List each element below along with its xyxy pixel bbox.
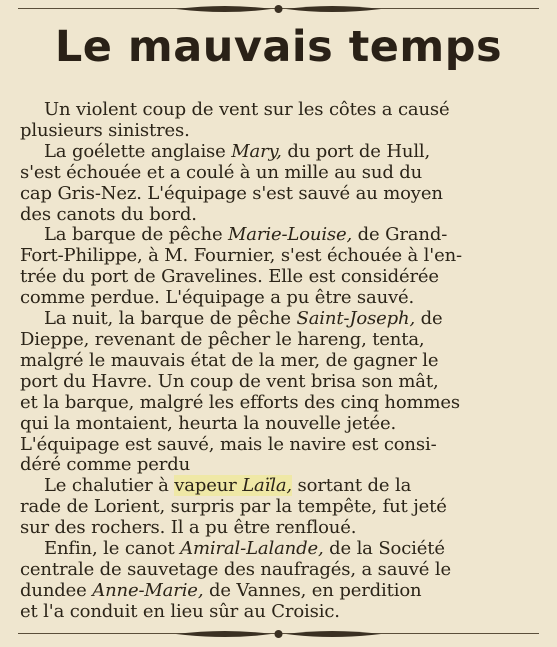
text-line: Le chalutier à vapeur Laïla, sortant de la [44,475,412,497]
text-line: plusieurs sinistres. [20,119,190,141]
text-line: et l'a conduit en lieu sûr au Croisic. [20,600,340,622]
text-line: malgré le mauvais état de la mer, de gagner le [20,349,439,371]
text-line: et la barque, malgré les efforts des cinq hommes [20,391,460,413]
top-ornament [176,1,381,17]
text-line: La barque de pêche Marie-Louise, de Grand- [44,224,448,246]
ship-name-mary: Mary, [231,140,282,162]
text-line: Enfin, le canot Amiral-Lalande, de la Société [44,538,445,560]
text-line: centrale de sauvetage des naufragés, a sauvé le [20,558,451,580]
article-body [20,99,540,623]
bottom-ornament [176,626,381,642]
ship-name-amiral-lalande: Amiral-Lalande, [180,538,324,560]
text-line: La nuit, la barque de pêche Saint-Joseph, de [44,308,443,330]
text-line: port du Havre. Un coup de vent brisa son mât, [20,370,439,392]
text-line: Fort-Philippe, à M. Fournier, s'est échouée à l'en- [20,245,462,267]
text-line: trée du port de Gravelines. Elle est considérée [20,266,439,288]
ship-name-anne-marie: Anne-Marie, [92,579,204,601]
text-line: comme perdue. L'équipage a pu être sauvé. [20,287,415,309]
text-line: rade de Lorient, surpris par la tempête, fut jeté [20,496,447,518]
text-line: déré comme perdu [20,454,191,476]
text-line: des canots du bord. [20,203,197,225]
text-line: Dieppe, revenant de pêcher le hareng, tenta, [20,328,425,350]
ship-name-saint-joseph: Saint-Joseph, [296,308,416,330]
ship-name-laila: Laïla, [242,475,292,497]
text-line: L'équipage est sauvé, mais le navire est consi- [20,433,437,455]
text-line: cap Gris-Nez. L'équipage s'est sauvé au moyen [20,182,443,204]
article-headline: Le mauvais temps [54,22,503,72]
ship-name-marie-louise: Marie-Louise, [228,224,353,246]
text-line: Un violent coup de vent sur les côtes a causé [44,99,450,120]
text-line: dundee Anne-Marie, de Vannes, en perdition [20,579,422,601]
text-line: La goélette anglaise Mary, du port de Hull, [44,140,431,162]
text-line: s'est échouée et a coulé à un mille au sud du [20,161,423,183]
text-line: sur des rochers. Il a pu être renfloué. [20,517,357,539]
text-line: qui la montaient, heurta la nouvelle jetée. [20,412,397,434]
